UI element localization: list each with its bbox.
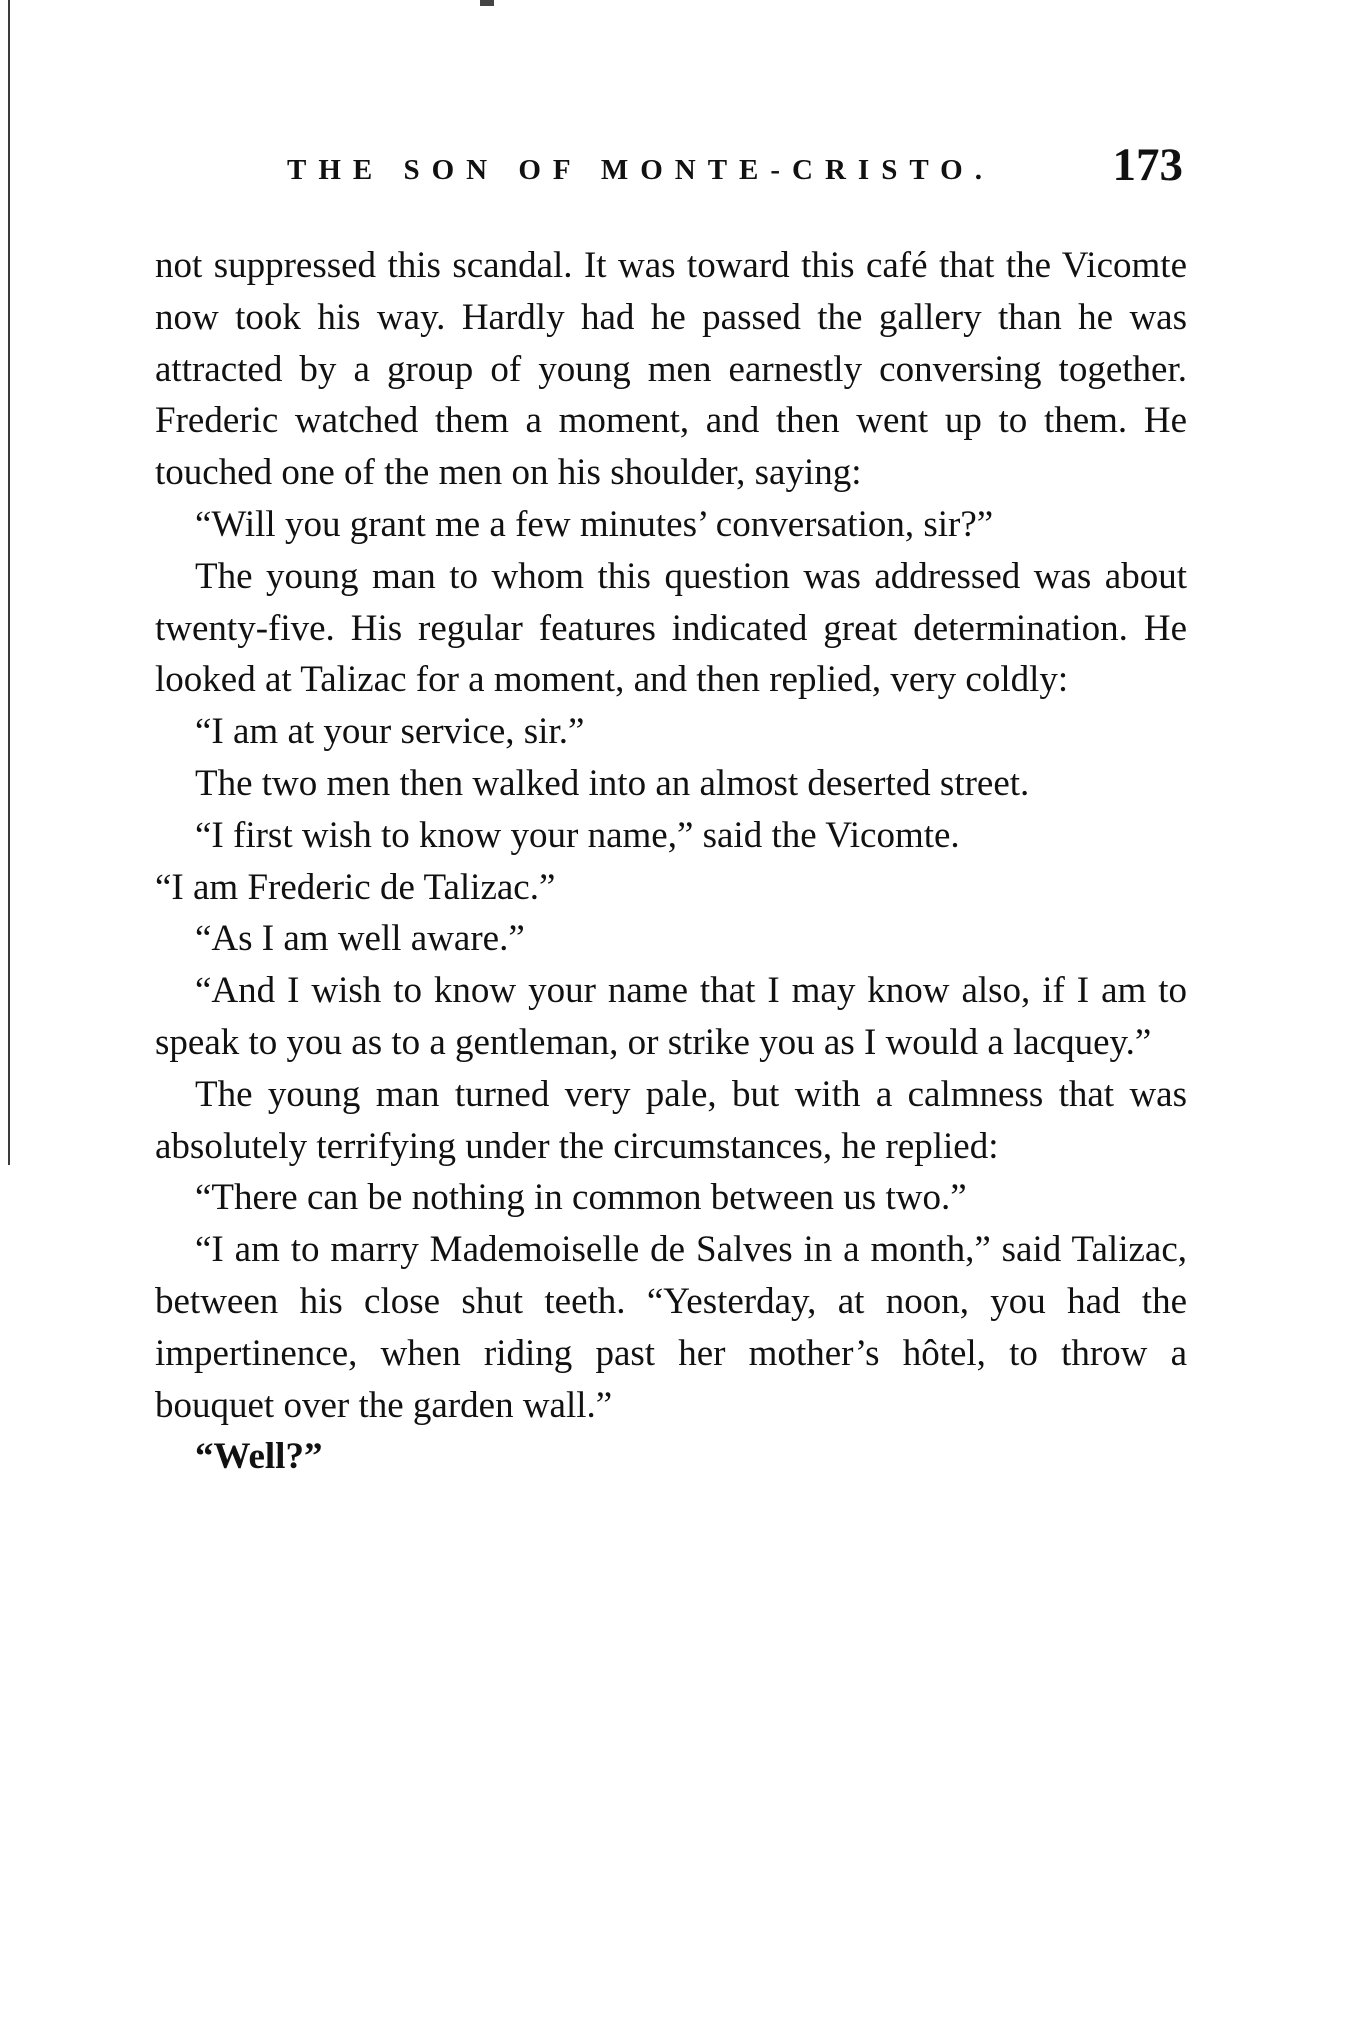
ink-mark: [480, 0, 494, 6]
running-title: THE SON OF MONTE-CRISTO.: [287, 154, 994, 186]
paragraph: “I first wish to know your name,” said the Vicomte.: [195, 814, 960, 856]
paragraph: The two men then walked into an almost deserted street.: [195, 762, 1030, 804]
page-edge-line: [8, 0, 10, 1165]
paragraph: The young man turned very pale, but with a calmness that was absolutely terrifying under the circumstances, he replied:: [155, 1073, 1187, 1167]
paragraph: “I am to marry Mademoiselle de Salves in a month,” said Talizac, between his close shut teeth. “Yesterday, at noon, you had the impertinence, when riding past her mother’s hôtel, to throw a bouquet over the garden wall.”: [155, 1229, 1187, 1426]
paragraph: “I am at your service, sir.”: [195, 711, 585, 753]
paragraph: not suppressed this scandal. It was toward this café that the Vicomte now took his way. Hardly had he passed the gallery than he was attracted by a group of young men earnestly conversing together. Frederic watched them a moment, and then went up to them. He touched one of the men on his shoulder, saying:: [155, 245, 1187, 494]
paragraph: “I am Frederic de Talizac.”: [155, 866, 556, 908]
body-text: [155, 240, 1187, 1483]
paragraph: “As I am well aware.”: [195, 918, 525, 960]
paragraph: “Well?”: [195, 1436, 323, 1478]
page-header: [287, 138, 1207, 198]
paragraph: “Will you grant me a few minutes’ conversation, sir?”: [195, 503, 994, 545]
paragraph: The young man to whom this question was addressed was about twenty-five. His regular features indicated great determination. He looked at Talizac for a moment, and then replied, very coldly:: [155, 555, 1187, 701]
paragraph: “And I wish to know your name that I may know also, if I am to speak to you as to a gentleman, or strike you as I would a lacquey.”: [155, 970, 1187, 1063]
page-number: 173: [1112, 139, 1183, 191]
paragraph: “There can be nothing in common between us two.”: [195, 1177, 967, 1219]
